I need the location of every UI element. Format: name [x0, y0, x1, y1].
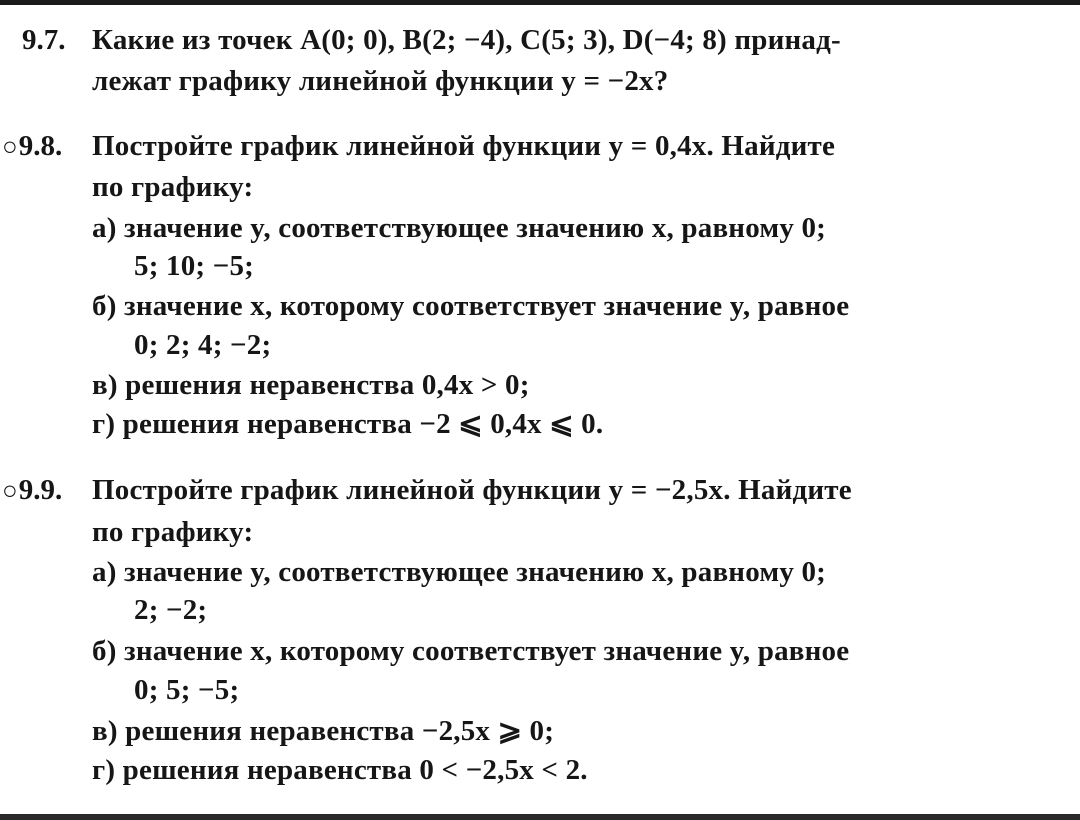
- problem-text-line: Постройте график линейной функции y = −2,5x. Найдите: [92, 474, 852, 506]
- subitem-v: в) решения неравенства −2,5x ⩾ 0;: [92, 715, 555, 747]
- circle-marker-icon: ○: [2, 476, 18, 505]
- circle-marker-icon: ○: [2, 132, 18, 161]
- subitem-g: г) решения неравенства 0 < −2,5x < 2.: [92, 754, 588, 786]
- problem-text-line: Какие из точек A(0; 0), B(2; −4), C(5; 3), D(−4; 8) принад-: [92, 24, 841, 56]
- top-edge-bar: [0, 0, 1080, 5]
- subitem-b-continuation: 0; 5; −5;: [134, 674, 240, 706]
- problem-text-line: по графику:: [92, 516, 254, 548]
- problem-number: ○9.8.: [2, 130, 63, 162]
- subitem-b: б) значение x, которому соответствует значение y, равное: [92, 290, 850, 322]
- bottom-edge-bar: [0, 814, 1080, 820]
- subitem-b: б) значение x, которому соответствует значение y, равное: [92, 635, 850, 667]
- problem-number: 9.7.: [22, 24, 66, 56]
- subitem-b-continuation: 0; 2; 4; −2;: [134, 329, 272, 361]
- subitem-a: а) значение y, соответствующее значению x, равному 0;: [92, 212, 827, 244]
- subitem-a-continuation: 5; 10; −5;: [134, 250, 254, 282]
- subitem-a: а) значение y, соответствующее значению x, равному 0;: [92, 556, 827, 588]
- subitem-a-continuation: 2; −2;: [134, 594, 208, 626]
- problem-number: ○9.9.: [2, 474, 63, 506]
- problem-text-line: Постройте график линейной функции y = 0,4x. Найдите: [92, 130, 836, 162]
- subitem-g: г) решения неравенства −2 ⩽ 0,4x ⩽ 0.: [92, 408, 604, 440]
- problem-text-line: по графику:: [92, 171, 254, 203]
- problem-text-line: лежат графику линейной функции y = −2x?: [92, 65, 669, 97]
- subitem-v: в) решения неравенства 0,4x > 0;: [92, 369, 530, 401]
